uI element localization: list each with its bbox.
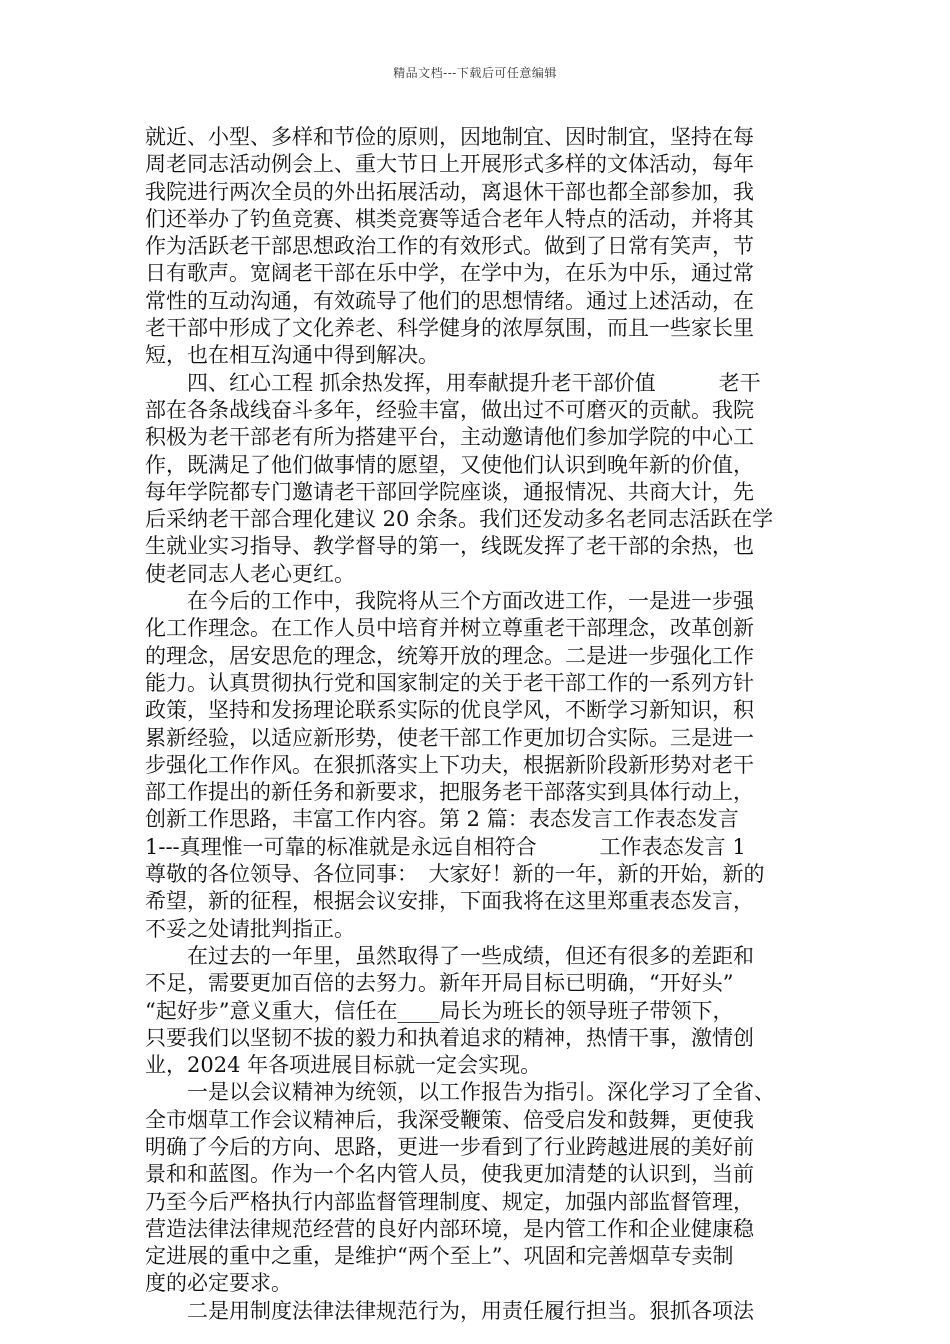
text-line: 创新工作思路，丰富工作内容。第 2 篇：表态发言工作表态发言 bbox=[145, 807, 739, 832]
text-line: 乃至今后严格执行内部监督管理制度、规定，加强内部监督管理， bbox=[145, 1189, 754, 1214]
text-line: 尊敬的各位领导、各位同事： 大家好！新的一年，新的开始，新的 bbox=[145, 862, 765, 887]
text-line: 步强化工作作风。在狠抓落实上下功夫，根据新阶段新形势对老干 bbox=[145, 752, 754, 777]
text-line: 后采纳老干部合理化建议 20 余条。我们还发动多名老同志活跃在学 bbox=[145, 507, 774, 532]
text-line: 化工作理念。在工作人员中培育并树立尊重老干部理念，改革创新 bbox=[145, 616, 754, 641]
text-line: 只要我们以坚韧不拔的毅力和执着追求的精神，热情干事，激情创 bbox=[145, 1025, 754, 1050]
text-line: 二是用制度法律法律规范行为，用责任履行担当。狠抓各项法 bbox=[145, 1298, 754, 1323]
text-line: 一是以会议精神为统领，以工作报告为指引。深化学习了全省、 bbox=[145, 1080, 775, 1105]
text-line: 常性的互动沟通，有效疏导了他们的思想情绪。通过上述活动，在 bbox=[145, 288, 754, 313]
text-line: 部在各条战线奋斗多年，经验丰富，做出过不可磨灭的贡献。我院 bbox=[145, 397, 754, 422]
text-line: 业，2024 年各项进展目标就一定会实现。 bbox=[145, 1053, 542, 1078]
text-line: 政策，坚持和发扬理论联系实际的优良学风，不断学习新知识，积 bbox=[145, 698, 754, 723]
text-line: 景和和蓝图。作为一个名内管人员，使我更加清楚的认识到，当前 bbox=[145, 1162, 754, 1187]
text-line: 四、红心工程 抓余热发挥，用奉献提升老干部价值 老干 bbox=[145, 370, 761, 395]
text-line: 使老同志人老心更红。 bbox=[145, 561, 355, 586]
text-line: 日有歌声。宽阔老干部在乐中学，在学中为，在乐为中乐，通过常 bbox=[145, 261, 754, 286]
text-line: 1---真理惟一可靠的标准就是永远自相符合 工作表态发言 1 bbox=[145, 834, 746, 859]
document-body bbox=[145, 124, 807, 1325]
text-line: 短，也在相互沟通中得到解决。 bbox=[145, 343, 439, 368]
text-line: “起好步”意义重大，信任在____局长为班长的领导班子带领下， bbox=[145, 998, 734, 1023]
text-line: 生就业实习指导、教学督导的第一，线既发挥了老干部的余热，也 bbox=[145, 534, 754, 559]
text-line: 营造法律法律规范经营的良好内部环境，是内管工作和企业健康稳 bbox=[145, 1216, 754, 1241]
text-line: 的理念，居安思危的理念，统筹开放的理念。二是进一步强化工作 bbox=[145, 643, 754, 668]
text-line: 作，既满足了他们做事情的愿望，又使他们认识到晚年新的价值， bbox=[145, 452, 754, 477]
text-line: 不足，需要更加百倍的去努力。新年开局目标已明确，“开好头” bbox=[145, 971, 734, 996]
text-line: 每年学院都专门邀请老干部回学院座谈，通报情况、共商大计，先 bbox=[145, 479, 754, 504]
text-line: 全市烟草工作会议精神后，我深受鞭策、倍受启发和鼓舞，更使我 bbox=[145, 1107, 754, 1132]
text-line: 在今后的工作中，我院将从三个方面改进工作，一是进一步强 bbox=[145, 589, 754, 614]
text-line: 老干部中形成了文化养老、科学健身的浓厚氛围，而且一些家长里 bbox=[145, 316, 754, 341]
text-line: 希望，新的征程，根据会议安排，下面我将在这里郑重表态发言， bbox=[145, 889, 754, 914]
text-line: 明确了今后的方向、思路，更进一步看到了行业跨越进展的美好前 bbox=[145, 1134, 754, 1159]
text-line: 在过去的一年里，虽然取得了一些成绩，但还有很多的差距和 bbox=[145, 943, 754, 968]
text-line: 定进展的重中之重，是维护“两个至上”、巩固和完善烟草专卖制 bbox=[145, 1244, 734, 1269]
page-header: 精品文档---下载后可任意编辑 bbox=[393, 66, 557, 80]
text-line: 能力。认真贯彻执行党和国家制定的关于老干部工作的一系列方针 bbox=[145, 670, 754, 695]
text-line: 不妥之处请批判指正。 bbox=[145, 916, 355, 941]
text-line: 我院进行两次全员的外出拓展活动，离退休干部也都全部参加，我 bbox=[145, 179, 754, 204]
text-line: 就近、小型、多样和节俭的原则，因地制宜、因时制宜，坚持在每 bbox=[145, 125, 754, 149]
text-line: 累新经验，以适应新形势，使老干部工作更加切合实际。三是进一 bbox=[145, 725, 754, 750]
text-line: 作为活跃老干部思想政治工作的有效形式。做到了日常有笑声，节 bbox=[145, 234, 754, 259]
text-line: 部工作提出的新任务和新要求，把服务老干部落实到具体行动上， bbox=[145, 780, 754, 805]
text-line: 们还举办了钓鱼竞赛、棋类竞赛等适合老年人特点的活动，并将其 bbox=[145, 206, 754, 231]
text-line: 积极为老干部老有所为搭建平台，主动邀请他们参加学院的中心工 bbox=[145, 425, 754, 450]
text-line: 周老同志活动例会上、重大节日上开展形式多样的文体活动，每年 bbox=[145, 152, 754, 177]
text-line: 度的必定要求。 bbox=[145, 1271, 292, 1296]
